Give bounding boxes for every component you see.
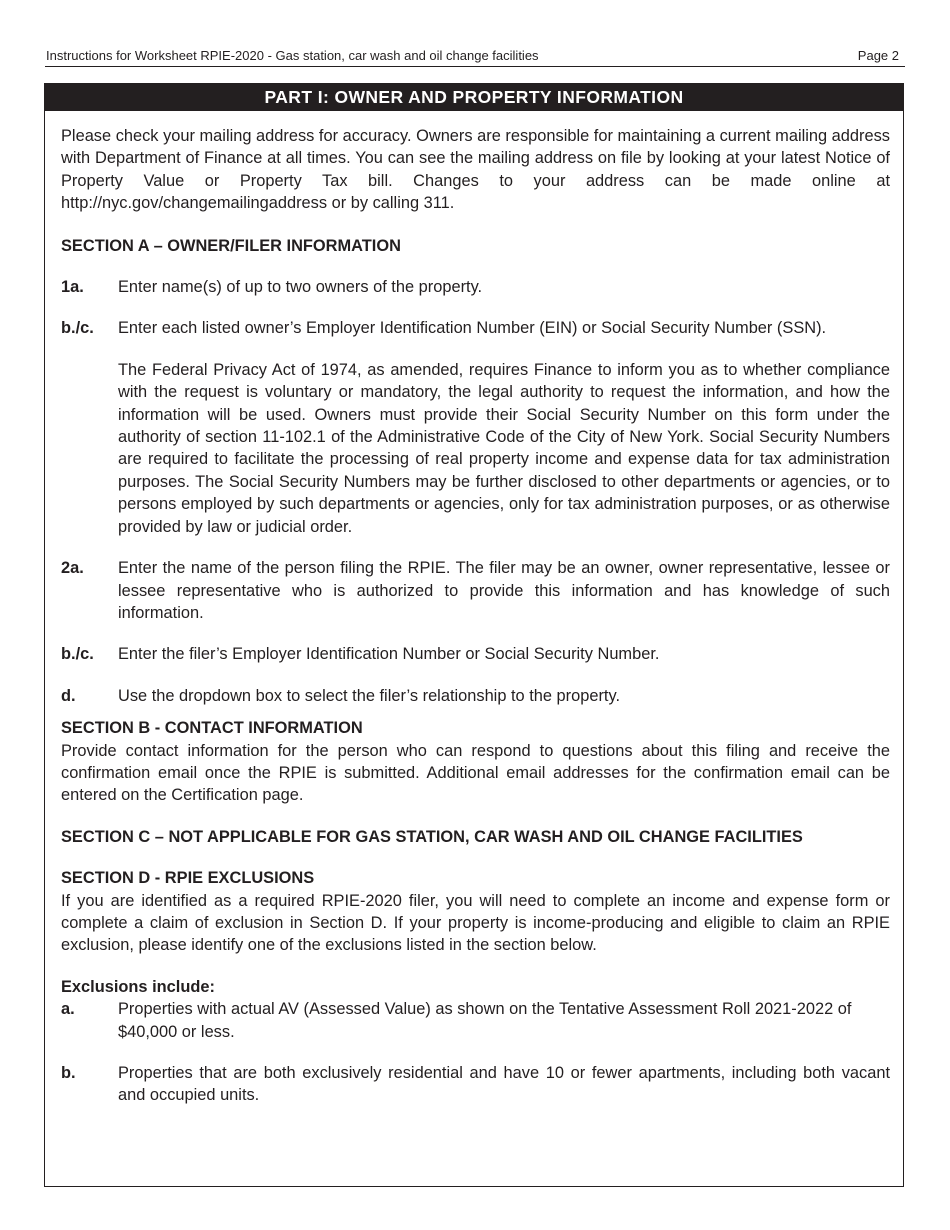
section-b-text: Provide contact information for the person who can respond to questions about this filing and receive the confirmation email once the RPIE is submitted. Additional email addresses for the confirmation email can be entered on the Certification page. <box>61 741 890 805</box>
section-c-heading: SECTION C – NOT APPLICABLE FOR GAS STATION, CAR WASH AND OIL CHANGE FACILITIES <box>61 827 803 846</box>
header-divider <box>45 66 905 67</box>
item-label: d. <box>61 686 76 705</box>
item-text: Enter the filer’s Employer Identification Number or Social Security Number. <box>118 645 660 664</box>
document-title: Instructions for Worksheet RPIE-2020 - Gas station, car wash and oil change facilities <box>46 48 539 63</box>
list-item <box>61 685 890 707</box>
item-text: Enter the name of the person filing the RPIE. The filer may be an owner, owner representative, lessee or lessee representative who is authorized to provide this information and has knowledge of such information. <box>118 559 890 622</box>
content-frame <box>44 83 904 1187</box>
item-label: b./c. <box>61 645 94 664</box>
list-item <box>61 643 890 665</box>
list-item <box>61 276 890 298</box>
item-label: 2a. <box>61 559 84 578</box>
part-banner: PART I: OWNER AND PROPERTY INFORMATION <box>45 84 903 111</box>
section-d <box>61 867 890 957</box>
exclusion-item <box>61 1062 890 1107</box>
item-text: Use the dropdown box to select the filer’s relationship to the property. <box>118 686 621 705</box>
exclusion-item <box>61 998 890 1043</box>
section-d-heading: SECTION D - RPIE EXCLUSIONS <box>61 869 315 888</box>
item-text: Enter each listed owner’s Employer Identification Number (EIN) or Social Security Number (SSN). <box>118 319 827 338</box>
intro-paragraph: Please check your mailing address for accuracy. Owners are responsible for maintaining a current mailing address with Department of Finance at all times. You can see the mailing address on file by looking at your latest Notice of Property Value or Property Tax bill. Changes to your address can be made online at http://nyc.gov/changemailingaddress or by calling 311. <box>61 127 890 213</box>
item-label: 1a. <box>61 278 84 297</box>
item-label: b. <box>61 1064 76 1082</box>
page-number: Page 2 <box>857 48 899 63</box>
exclusions-heading: Exclusions include: <box>61 977 215 996</box>
item-label: b./c. <box>61 319 94 338</box>
item-label: a. <box>61 1000 75 1019</box>
section-b <box>61 717 890 807</box>
privacy-act-paragraph: The Federal Privacy Act of 1974, as amended, requires Finance to inform you as to whether compliance with the request is voluntary or mandatory, the legal authority to request the information, and how the information will be used. Owners must provide their Social Security Number on this form under the authority of section 11-102.1 of the Administrative Code of the City of New York. Social Security Numbers are required to facilitate the processing of real property income and expense data for tax administration purposes. The Social Security Numbers may be further disclosed to other departments or agencies, or to persons employed by such departments or agencies, only for tax administration purposes, or as otherwise provided by law or judicial order. <box>118 360 890 536</box>
page-header <box>45 48 905 66</box>
section-d-text: If you are identified as a required RPIE-2020 filer, you will need to complete an income and expense form or complete a claim of exclusion in Section D. If your property is income-producing and eligible to claim an RPIE exclusion, please identify one of the exclusions listed in the section below. <box>61 891 890 955</box>
list-item <box>61 317 890 538</box>
item-text: Properties that are both exclusively residential and have 10 or fewer apartments, including both vacant and occupied units. <box>118 1064 890 1105</box>
instructions-body <box>61 125 890 1126</box>
list-item <box>61 557 890 624</box>
section-a-heading: SECTION A – OWNER/FILER INFORMATION <box>61 236 401 255</box>
item-text: Enter name(s) of up to two owners of the property. <box>118 278 483 297</box>
section-b-heading: SECTION B - CONTACT INFORMATION <box>61 719 363 738</box>
item-text: Properties with actual AV (Assessed Value) as shown on the Tentative Assessment Roll 2021-2022 of $40,000 or less. <box>118 1000 852 1041</box>
